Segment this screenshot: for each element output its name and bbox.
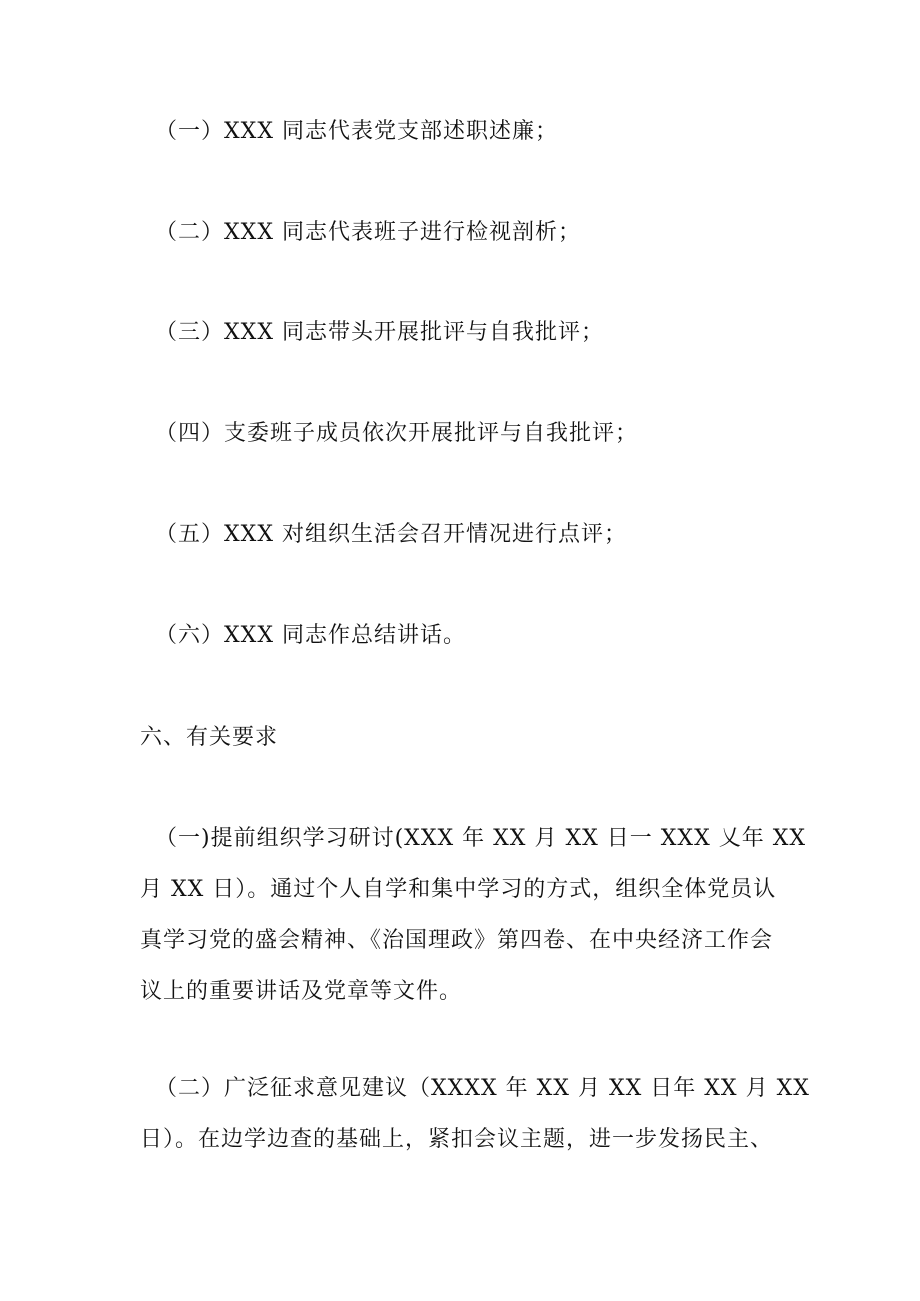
paragraph-line: （二）广泛征求意见建议（XXXX 年 XX 月 XX 日年 XX 月 XX [155, 1076, 810, 1101]
agenda-item-3: （三）XXX 同志带头开展批评与自我批评； [155, 320, 604, 345]
paragraph-line: （一)提前组织学习研讨(XXX 年 XX 月 XX 日一 XXX 乂年 XX [155, 826, 807, 851]
agenda-item-4: （四）支委班子成员依次开展批评与自我批评； [155, 421, 639, 446]
paragraph-line: 真学习党的盛会精神、《治国理政》第四卷、在中央经济工作会 [140, 928, 774, 953]
agenda-item-1: （一）XXX 同志代表党支部述职述廉； [155, 119, 558, 144]
paragraph-line: 日）。在边学边查的基础上，紧扣会议主题，进一步发扬民主、 [140, 1127, 774, 1152]
requirement-paragraph-1 [140, 813, 807, 1017]
paragraph-line: 议上的重要讲话及党章等文件。 [140, 979, 463, 1004]
agenda-item-6: （六）XXX 同志作总结讲话。 [155, 623, 466, 648]
section-heading: 六、有关要求 [140, 725, 279, 750]
paragraph-line: 月 XX 日）。通过个人自学和集中学习的方式，组织全体党员认 [140, 877, 777, 902]
agenda-item-5: （五）XXX 对组织生活会召开情况进行点评； [155, 522, 627, 547]
requirement-paragraph-2 [140, 1063, 810, 1165]
agenda-item-2: （二）XXX 同志代表班子进行检视剖析； [155, 220, 581, 245]
